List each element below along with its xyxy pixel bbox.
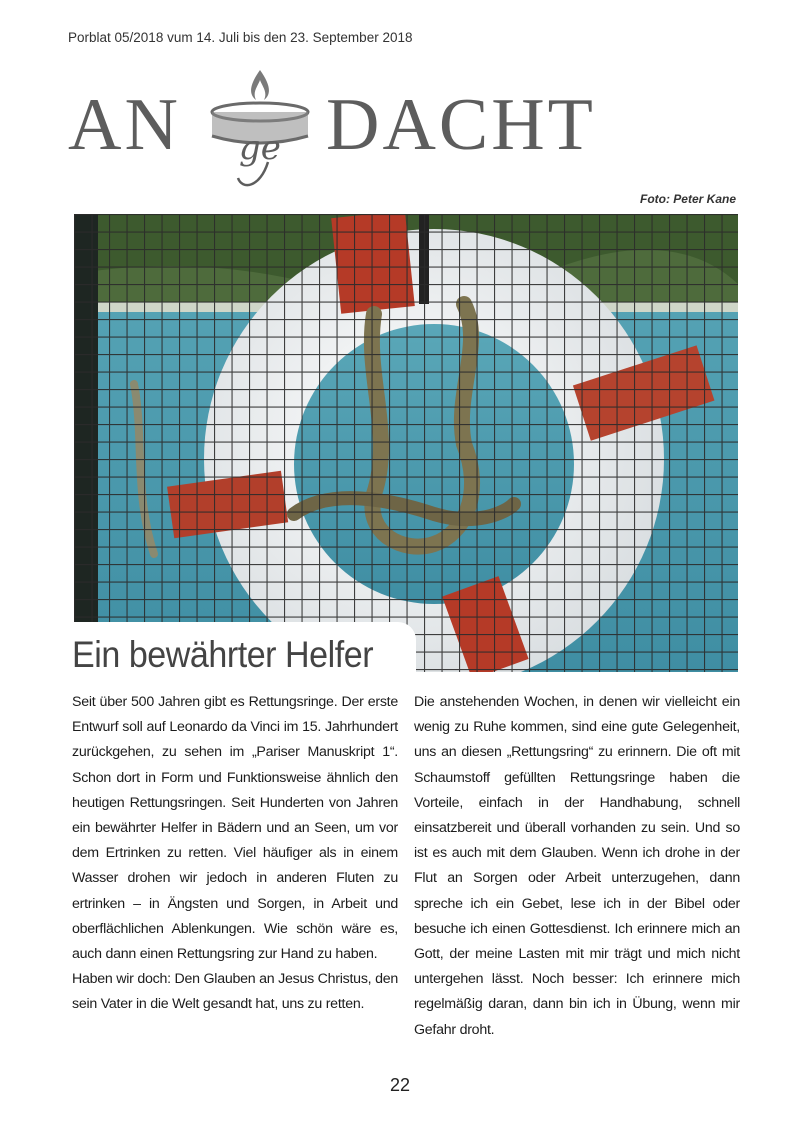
lifebuoy-image bbox=[74, 214, 738, 672]
paragraph: Die anstehenden Wochen, in denen wir vielleicht ein wenig zu Ruhe kommen, sind eine gute Gelegenheit, uns an diesen „Rettungsring“ zu erinnern. Die oft mit Schaumstoff gefüllten Rettungsringe haben die Vorteile, einfach in der Handhabung, schnell einsatzbereit und überall vorhanden zu sein. Und so ist es auch mit dem Glauben. Wenn ich drohe in der Flut an Sorgen oder Arbeit unterzugehen, dann spreche ich ein Gebet, lese ich in der Bibel oder besuche ich einen Gottesdienst. Ich erinnere mich an Gott, der meine Lasten mit mir trägt und mich nicht untergehen lässt. Noch besser: Ich erinnere mich regelmäßig daran, dann bin ich in Übung, wenn mir Gefahr droht. bbox=[414, 694, 740, 1038]
article-title: Ein bewährter Helfer bbox=[72, 634, 374, 675]
article-column-left bbox=[72, 690, 398, 1018]
paragraph: Haben wir doch: Den Glauben an Jesus Christus, den sein Vater in die Welt gesandt hat, uns zu retten. bbox=[72, 971, 398, 1013]
article-column-right bbox=[414, 690, 740, 1043]
masthead-left: AN bbox=[68, 84, 181, 166]
paragraph: Seit über 500 Jahren gibt es Rettungsringe. Der erste Entwurf soll auf Leonardo da Vinci im 15. Jahrhundert zurückgehen, zu sehen im „Pariser Manuskript 1“. Schon dort in Form und Funktionsweise ähnlich den heutigen Rettungsringen. Seit Hunderten von Jahren ein bewährter Helfer in Bädern und an Seen, um vor dem Ertrinken zu retten. Viel häufiger als in einem Wasser drohen wir jedoch in anderen Fluten zu ertrinken – in Ängsten und Sorgen, in Arbeit und oberflächlichen Ablenkungen. Wie schön wäre es, auch dann einen Rettungsring zur Hand zu haben. bbox=[72, 694, 398, 963]
masthead-right: DACHT bbox=[326, 84, 596, 166]
photo-credit: Foto: Peter Kane bbox=[639, 192, 736, 206]
lifebuoy-photo bbox=[74, 214, 738, 672]
issue-line: Porblat 05/2018 vum 14. Juli bis den 23. September 2018 bbox=[68, 30, 413, 45]
masthead bbox=[60, 70, 760, 190]
page-number: 22 bbox=[389, 1075, 411, 1095]
masthead-ge: ge bbox=[239, 128, 281, 168]
